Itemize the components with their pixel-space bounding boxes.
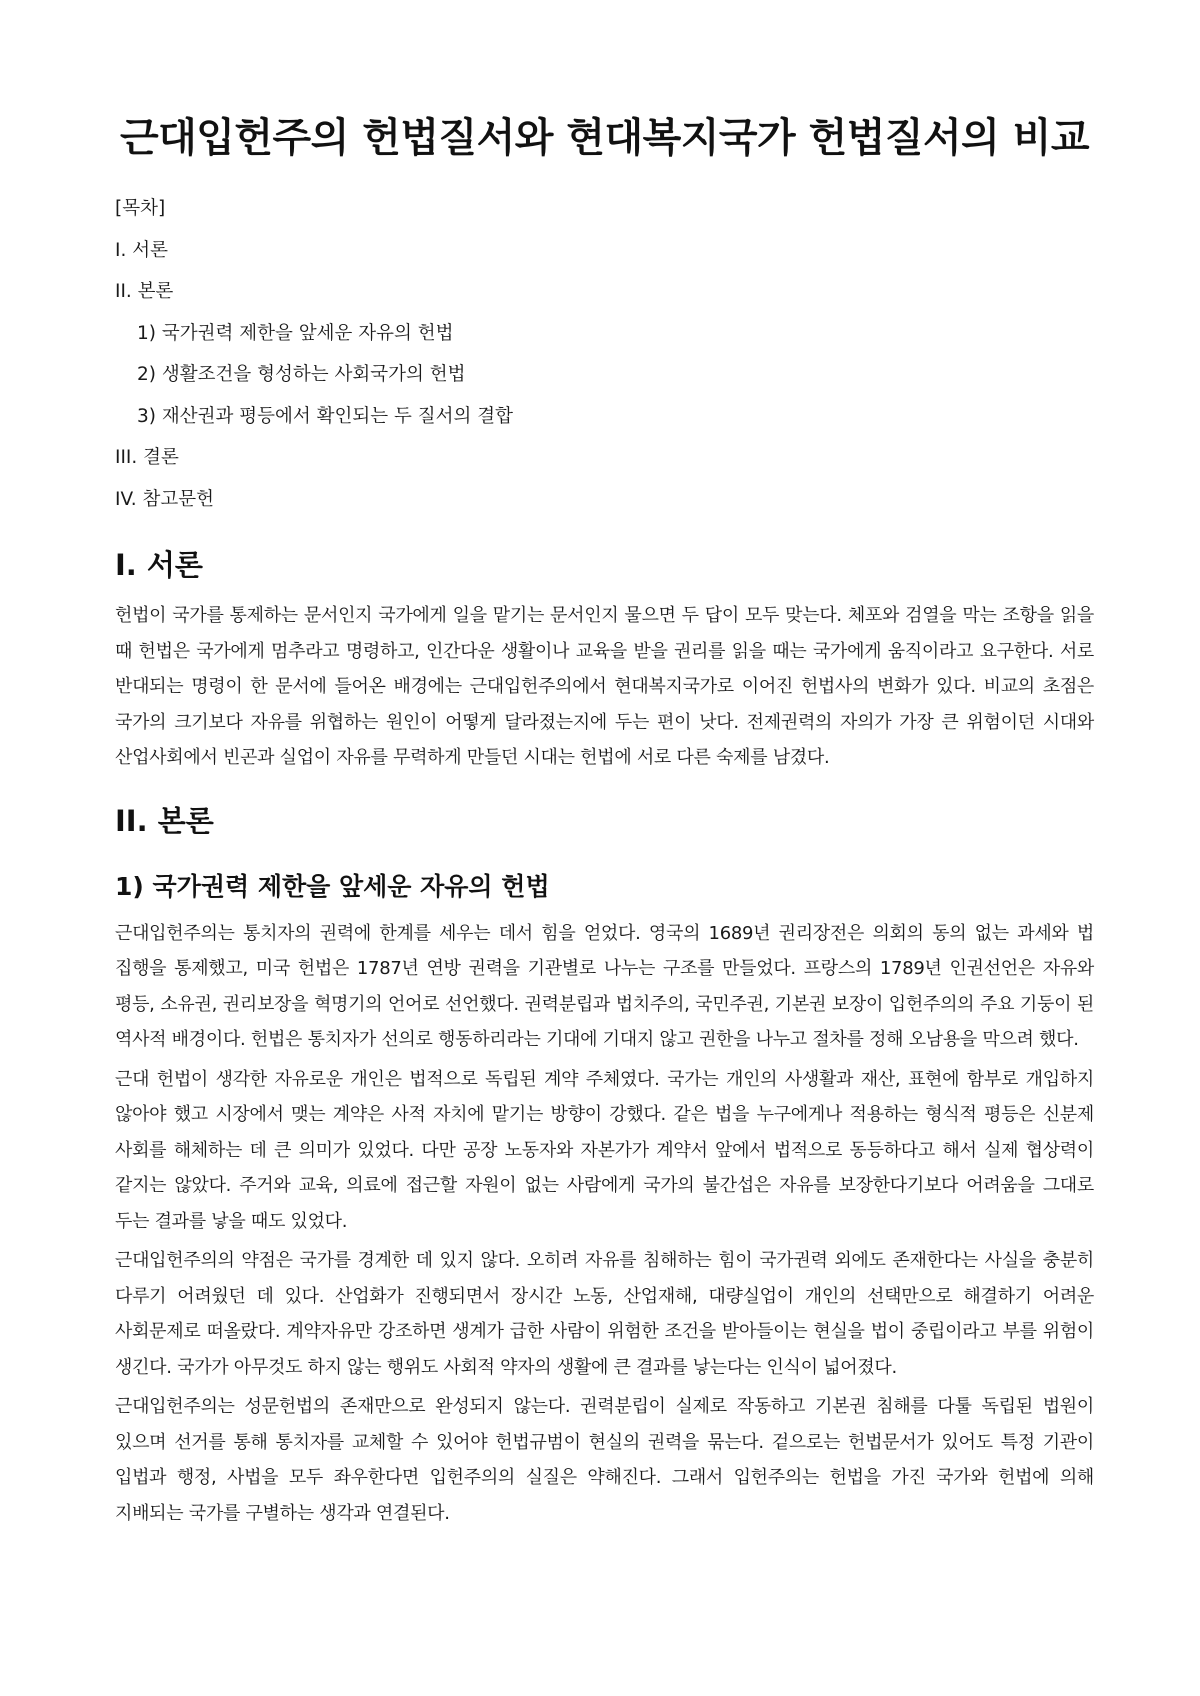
toc-item-main-body: II. 본론 <box>115 281 174 302</box>
toc-item-introduction: I. 서론 <box>115 239 168 261</box>
paragraph: 헌법이 국가를 통제하는 문서인지 국가에게 일을 맡기는 문서인지 물으면 두 답이 모두 맞는다. 체포와 검열을 막는 조항을 읽을 때 헌법은 국가에게 멈추라고 명령하고, 인간다운 생활이나 교육을 받을 권리를 읽을 때는 국가에게 움직이라고 요구한다. 서로 반대되는 명령이 한 문서에 들어온 배경에는 근대입헌주의에서 현대복지국가로 이어진 헌법사의 변화가 있다. 비교의 초점은 국가의 크기보다 자유를 위협하는 원인이 어떻게 달라졌는지에 두는 편이 낫다. 전제권력의 자의가 가장 큰 위험이던 시대와 산업사회에서 빈곤과 실업이 자유를 무력하게 만들던 시대는 헌법에 서로 다른 숙제를 남겼다. <box>115 605 1094 768</box>
document-title: 근대입헌주의 헌법질서와 현대복지국가 헌법질서의 비교 <box>119 115 1090 161</box>
toc-item-conclusion: III. 결론 <box>115 447 179 468</box>
toc-item-subsection-1: 1) 국가권력 제한을 앞세운 자유의 헌법 <box>137 322 454 344</box>
paragraph: 근대입헌주의는 성문헌법의 존재만으로 완성되지 않는다. 권력분립이 실제로 작동하고 기본권 침해를 다툴 독립된 법원이 있으며 선거를 통해 통치자를 교체할 수 있어야 헌법규범이 현실의 권력을 묶는다. 겉으로는 헌법문서가 있어도 특정 기관이 입법과 행정, 사법을 모두 좌우한다면 입헌주의의 실질은 약해진다. 그래서 입헌주의는 헌법을 가진 국가와 헌법에 의해 지배되는 국가를 구별하는 생각과 연결된다. <box>115 1396 1094 1524</box>
paragraph: 근대 헌법이 생각한 자유로운 개인은 법적으로 독립된 계약 주체였다. 국가는 개인의 사생활과 재산, 표현에 함부로 개입하지 않아야 했고 시장에서 맺는 계약은 사적 자치에 맡기는 방향이 강했다. 같은 법을 누구에게나 적용하는 형식적 평등은 신분제 사회를 해체하는 데 큰 의미가 있었다. 다만 공장 노동자와 자본가가 계약서 앞에서 법적으로 동등하다고 해서 실제 협상력이 같지는 않았다. 주거와 교육, 의료에 접근할 자원이 없는 사람에게 국가의 불간섭은 자유를 보장한다기보다 어려움을 그대로 두는 결과를 낳을 때도 있었다. <box>115 1068 1094 1232</box>
paragraph: 근대입헌주의의 약점은 국가를 경계한 데 있지 않다. 오히려 자유를 침해하는 힘이 국가권력 외에도 존재한다는 사실을 충분히 다루기 어려웠던 데 있다. 산업화가 진행되면서 장시간 노동, 산업재해, 대량실업이 개인의 선택만으로 해결하기 어려운 사회문제로 떠올랐다. 계약자유만 강조하면 생계가 급한 사람이 위험한 조건을 받아들이는 현실을 법이 중립이라고 부를 위험이 생긴다. 국가가 아무것도 하지 않는 행위도 사회적 약자의 생활에 큰 결과를 낳는다는 인식이 넓어졌다. <box>115 1250 1094 1378</box>
section-introduction <box>115 544 1094 776</box>
table-of-contents <box>115 188 1094 520</box>
toc-item-subsection-3: 3) 재산권과 평등에서 확인되는 두 질서의 결합 <box>137 405 513 427</box>
section-heading: II. 본론 <box>115 803 214 838</box>
subsection-heading: 1) 국가권력 제한을 앞세운 자유의 헌법 <box>115 871 550 901</box>
section-heading: I. 서론 <box>115 548 203 582</box>
paragraph: 근대입헌주의는 통치자의 권력에 한계를 세우는 데서 힘을 얻었다. 영국의 1689년 권리장전은 의회의 동의 없는 과세와 법 집행을 통제했고, 미국 헌법은 1787년 연방 권력을 기관별로 나누는 구조를 만들었다. 프랑스의 1789년 인권선언은 자유와 평등, 소유권, 권리보장을 혁명기의 언어로 선언했다. 권력분립과 법치주의, 국민주권, 기본권 보장이 입헌주의의 주요 기둥이 된 역사적 배경이다. 헌법은 통치자가 선의로 행동하리라는 기대에 기대지 않고 권한을 나누고 절차를 정해 오남용을 막으려 했다. <box>115 922 1094 1050</box>
toc-heading: [목차] <box>115 198 166 219</box>
toc-item-subsection-2: 2) 생활조건을 형성하는 사회국가의 헌법 <box>137 364 466 385</box>
toc-item-references: IV. 참고문헌 <box>115 488 214 510</box>
subsection-1 <box>115 868 1094 1532</box>
section-main-body <box>115 800 1094 1532</box>
